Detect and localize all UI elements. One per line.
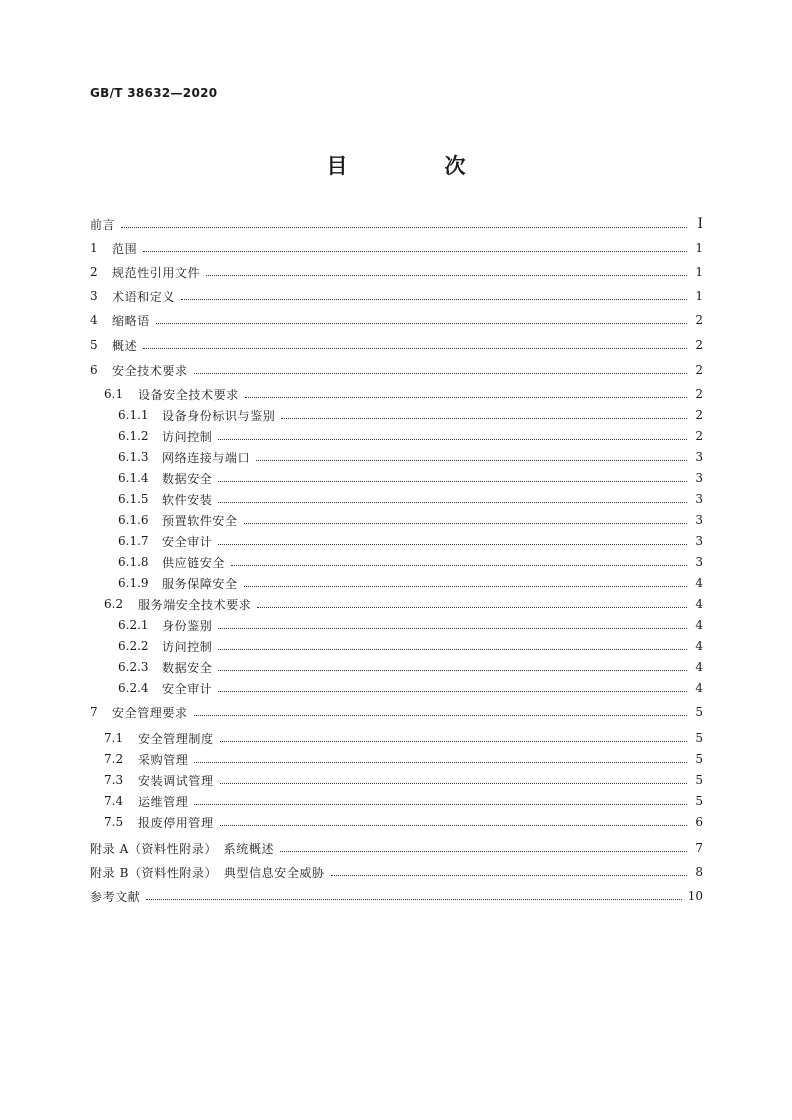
dot-leader xyxy=(206,275,687,276)
toc-entry-page: 1 xyxy=(695,265,703,279)
dot-leader xyxy=(218,628,687,629)
toc-entry-page: 5 xyxy=(695,752,703,766)
toc-entry[interactable] xyxy=(90,863,703,881)
dot-leader xyxy=(231,565,687,566)
toc-entry-page: 1 xyxy=(695,289,703,303)
toc-entry-number: 7.1 xyxy=(104,731,124,745)
dot-leader xyxy=(218,544,687,545)
toc-entry-number: 6.2.4 xyxy=(118,681,149,695)
toc-entry-page: 4 xyxy=(695,639,703,653)
toc-entry[interactable] xyxy=(90,263,703,281)
toc-entry-number: 2 xyxy=(90,265,98,279)
dot-leader xyxy=(181,299,687,300)
toc-entry-label: 范围 xyxy=(112,241,138,256)
toc-entry-label: 服务保障安全 xyxy=(162,576,238,591)
toc-entry-label: 附录 B（资料性附录） 典型信息安全威胁 xyxy=(90,865,325,880)
toc-entry[interactable] xyxy=(90,532,703,550)
toc-entry-label: 运维管理 xyxy=(138,794,189,809)
toc-entry[interactable] xyxy=(90,361,703,379)
dot-leader xyxy=(331,875,687,876)
toc-entry-number: 6 xyxy=(90,363,98,377)
toc-entry-page: 3 xyxy=(695,555,703,569)
toc-entry-number: 7.2 xyxy=(104,752,124,766)
dot-leader xyxy=(156,323,687,324)
dot-leader xyxy=(245,397,687,398)
toc-entry[interactable] xyxy=(90,750,703,768)
toc-entry-page: 4 xyxy=(695,576,703,590)
dot-leader xyxy=(194,804,687,805)
toc-entry-number: 6.1.7 xyxy=(118,534,149,548)
toc-entry-page: 7 xyxy=(695,841,703,855)
toc-entry-label: 安全管理要求 xyxy=(112,705,188,720)
toc-entry-label: 术语和定义 xyxy=(112,289,176,304)
toc-entry-label: 访问控制 xyxy=(162,639,213,654)
standard-code: GB/T 38632—2020 xyxy=(90,86,218,100)
toc-entry-page: 10 xyxy=(687,889,703,903)
toc-entry-page: 5 xyxy=(695,773,703,787)
toc-entry-label: 前言 xyxy=(90,217,116,232)
dot-leader xyxy=(218,649,687,650)
toc-entry-label: 供应链安全 xyxy=(162,555,226,570)
toc-entry-number: 6.1.2 xyxy=(118,429,149,443)
dot-leader xyxy=(220,825,687,826)
toc-entry-label: 报废停用管理 xyxy=(138,815,214,830)
toc-entry[interactable] xyxy=(90,839,703,857)
toc-entry-number: 6.1.4 xyxy=(118,471,149,485)
toc-entry-page: 2 xyxy=(695,338,703,352)
toc-entry-label: 安全技术要求 xyxy=(112,363,188,378)
toc-entry-label: 身份鉴别 xyxy=(162,618,213,633)
toc-entry[interactable] xyxy=(90,215,703,233)
toc-entry-label: 数据安全 xyxy=(162,471,213,486)
toc-entry-page: 2 xyxy=(695,408,703,422)
dot-leader xyxy=(218,691,687,692)
toc-entry-number: 1 xyxy=(90,241,98,255)
dot-leader xyxy=(244,523,687,524)
toc-entry-page: 2 xyxy=(695,387,703,401)
toc-entry-page: 8 xyxy=(695,865,703,879)
dot-leader xyxy=(143,348,687,349)
toc-entry[interactable] xyxy=(90,792,703,810)
toc-entry[interactable] xyxy=(90,239,703,257)
toc-entry-page: 4 xyxy=(695,618,703,632)
toc-entry-label: 网络连接与端口 xyxy=(162,450,251,465)
toc-entry-label: 规范性引用文件 xyxy=(112,265,201,280)
toc-entry-number: 3 xyxy=(90,289,98,303)
toc-entry-label: 缩略语 xyxy=(112,313,150,328)
toc-entry[interactable] xyxy=(90,679,703,697)
toc-entry-page: 6 xyxy=(695,815,703,829)
toc-entry-label: 参考文献 xyxy=(90,889,141,904)
toc-entry[interactable] xyxy=(90,427,703,445)
dot-leader xyxy=(121,227,687,228)
toc-entry[interactable] xyxy=(90,311,703,329)
toc-entry-label: 预置软件安全 xyxy=(162,513,238,528)
toc-entry[interactable] xyxy=(90,448,703,466)
toc-entry[interactable] xyxy=(90,813,703,831)
toc-entry-page: 3 xyxy=(695,471,703,485)
toc-entry-page: 2 xyxy=(695,313,703,327)
toc-entry-number: 6.1.5 xyxy=(118,492,149,506)
dot-leader xyxy=(244,586,687,587)
toc-entry-page: 5 xyxy=(695,794,703,808)
toc-entry-label: 采购管理 xyxy=(138,752,189,767)
toc-entry[interactable] xyxy=(90,658,703,676)
toc-entry-number: 7.3 xyxy=(104,773,124,787)
dot-leader xyxy=(281,418,687,419)
dot-leader xyxy=(218,502,687,503)
dot-leader xyxy=(220,783,687,784)
dot-leader xyxy=(194,373,687,374)
toc-entry[interactable] xyxy=(90,553,703,571)
toc-entry[interactable] xyxy=(90,406,703,424)
dot-leader xyxy=(220,741,687,742)
dot-leader xyxy=(218,670,687,671)
page-title: 目 次 xyxy=(326,154,504,178)
toc-entry-number: 6.1 xyxy=(104,387,124,401)
toc-entry-number: 5 xyxy=(90,338,98,352)
toc-entry-page: 5 xyxy=(695,731,703,745)
toc-entry-number: 6.1.6 xyxy=(118,513,149,527)
toc-entry[interactable] xyxy=(90,490,703,508)
toc-entry[interactable] xyxy=(90,511,703,529)
toc-entry-page: 3 xyxy=(695,534,703,548)
toc-entry[interactable] xyxy=(90,385,703,403)
dot-leader xyxy=(146,899,681,900)
toc-entry-label: 安全审计 xyxy=(162,681,213,696)
toc-entry[interactable] xyxy=(90,771,703,789)
toc-entry[interactable] xyxy=(90,336,703,354)
toc-entry-page: 4 xyxy=(695,660,703,674)
toc-entry-number: 6.1.8 xyxy=(118,555,149,569)
toc-entry-number: 7.4 xyxy=(104,794,124,808)
toc-entry-label: 安全管理制度 xyxy=(138,731,214,746)
toc-entry[interactable] xyxy=(90,703,703,721)
toc-entry-page: 3 xyxy=(695,513,703,527)
toc-entry-label: 服务端安全技术要求 xyxy=(138,597,252,612)
toc-entry-label: 概述 xyxy=(112,338,138,353)
toc-entry-page: 5 xyxy=(695,705,703,719)
toc-entry-number: 6.1.1 xyxy=(118,408,149,422)
dot-leader xyxy=(194,762,687,763)
toc-entry-page: 4 xyxy=(695,681,703,695)
toc-entry-page: 4 xyxy=(695,597,703,611)
toc-entry-page: 2 xyxy=(695,363,703,377)
dot-leader xyxy=(218,439,687,440)
toc-entry[interactable] xyxy=(90,637,703,655)
toc-entry-page: 3 xyxy=(695,492,703,506)
toc-entry[interactable] xyxy=(90,729,703,747)
toc-entry-label: 数据安全 xyxy=(162,660,213,675)
toc-entry-label: 附录 A（资料性附录） 系统概述 xyxy=(90,841,275,856)
toc-entry-number: 4 xyxy=(90,313,98,327)
dot-leader xyxy=(218,481,687,482)
toc-entry-label: 软件安装 xyxy=(162,492,213,507)
toc-entry-number: 6.2.2 xyxy=(118,639,149,653)
toc-entry-number: 6.2.3 xyxy=(118,660,149,674)
dot-leader xyxy=(194,715,687,716)
toc-entry-label: 访问控制 xyxy=(162,429,213,444)
toc-entry-label: 设备安全技术要求 xyxy=(138,387,239,402)
toc-entry-number: 6.1.9 xyxy=(118,576,149,590)
toc-entry[interactable] xyxy=(90,616,703,634)
dot-leader xyxy=(280,851,687,852)
toc-entry-page: Ⅰ xyxy=(697,216,703,232)
toc-entry[interactable] xyxy=(90,595,703,613)
toc-entry[interactable] xyxy=(90,574,703,592)
dot-leader xyxy=(256,460,687,461)
toc-entry-number: 6.2 xyxy=(104,597,124,611)
dot-leader xyxy=(143,251,687,252)
toc-entry-number: 6.1.3 xyxy=(118,450,149,464)
toc-entry-number: 6.2.1 xyxy=(118,618,149,632)
toc-entry[interactable] xyxy=(90,469,703,487)
toc-entry-number: 7 xyxy=(90,705,98,719)
toc-entry-label: 安装调试管理 xyxy=(138,773,214,788)
toc-entry[interactable] xyxy=(90,887,703,905)
toc-entry-page: 2 xyxy=(695,429,703,443)
toc-entry-label: 设备身份标识与鉴别 xyxy=(162,408,276,423)
dot-leader xyxy=(257,607,687,608)
toc-entry[interactable] xyxy=(90,287,703,305)
toc-entry-page: 3 xyxy=(695,450,703,464)
toc-entry-number: 7.5 xyxy=(104,815,124,829)
toc-entry-label: 安全审计 xyxy=(162,534,213,549)
toc-entry-page: 1 xyxy=(695,241,703,255)
